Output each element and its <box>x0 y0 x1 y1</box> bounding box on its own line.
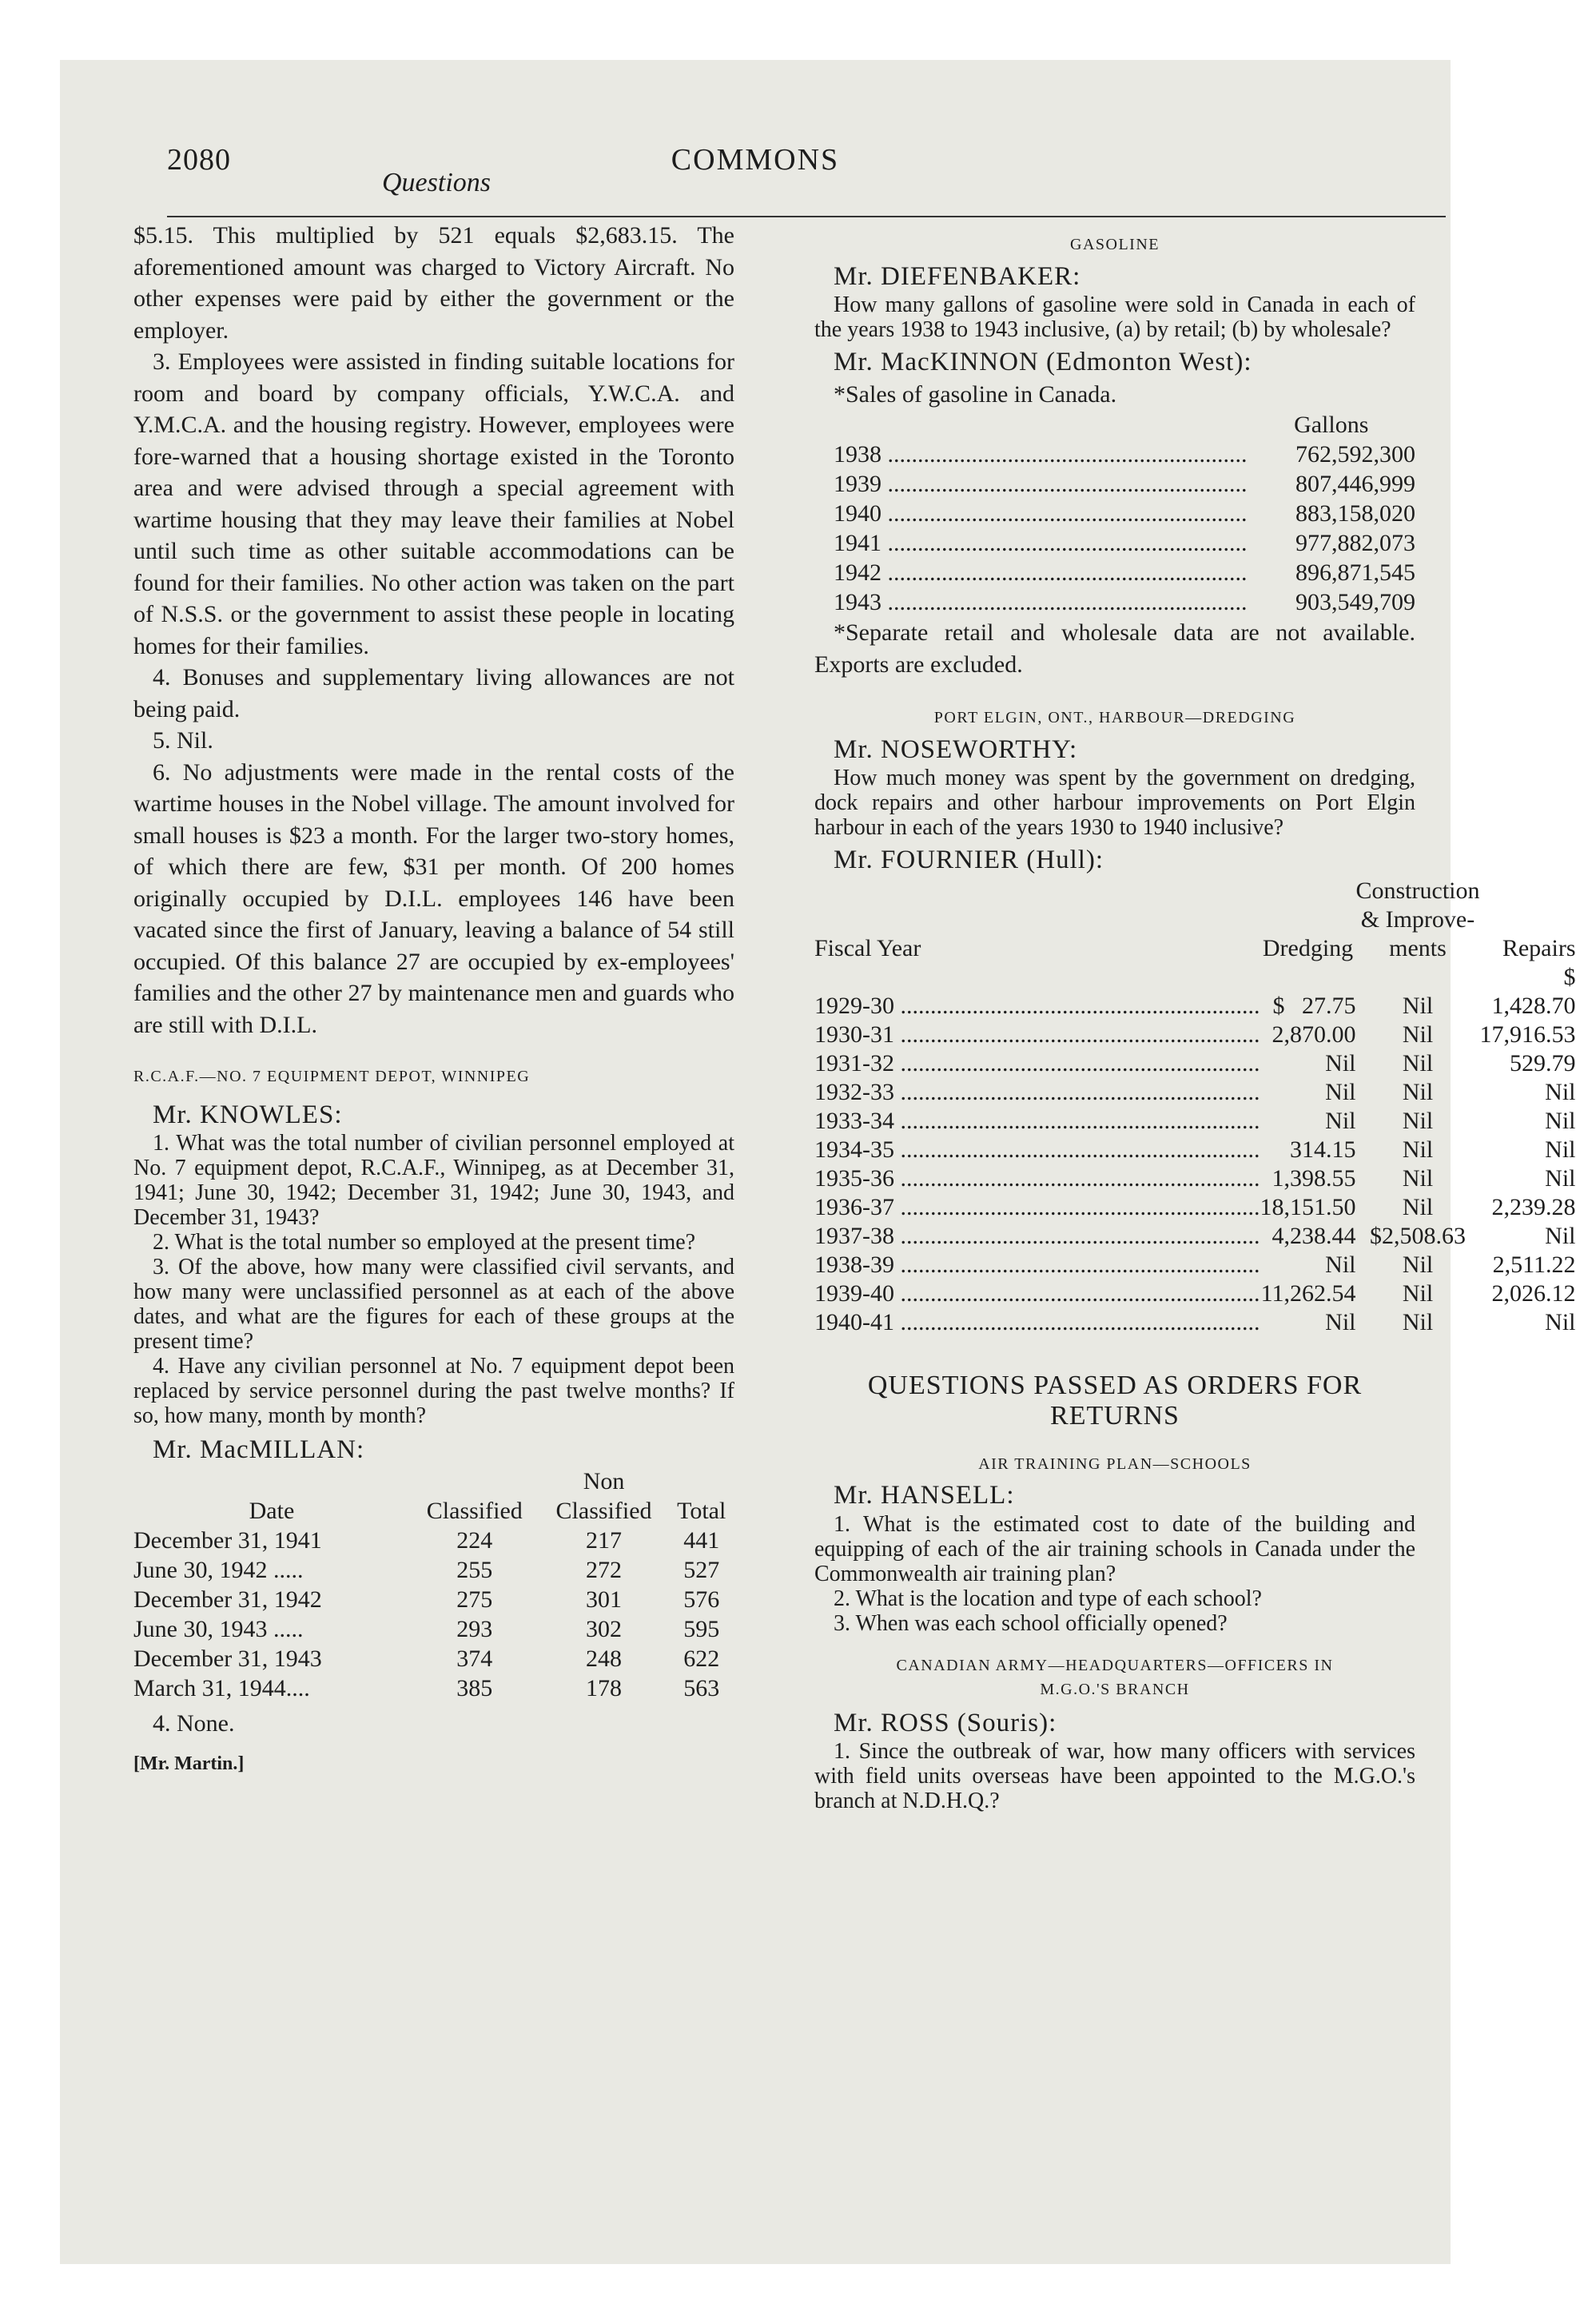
row-repairs: 1,428.70 <box>1491 992 1576 1019</box>
row-nonclassified: 248 <box>586 1645 623 1672</box>
row-dredging: Nil <box>1325 1308 1356 1335</box>
row-repairs: 17,916.53 <box>1479 1021 1576 1048</box>
row-classified: 255 <box>456 1556 493 1583</box>
row-repairs: 2,026.12 <box>1491 1279 1576 1307</box>
gallons-table <box>814 410 1415 617</box>
row-improvements: Nil <box>1402 1021 1434 1048</box>
left-column <box>133 220 734 1781</box>
row-nonclassified: 301 <box>586 1586 623 1613</box>
paragraph: 3. Employees were assisted in finding suitable locations for room and board by company officials, Y.W.C.A. and Y.M.C.A. and the housing registry. However, employees were fore-warned that a housing shortage existed in the Toronto area and were advised through a special agreement with wartime housing that they may leave their families at Nobel until such time as other suitable accommodations can be found for their families. No other action was taken on the part of N.S.S. or the government to assist these people in locating homes for their families. <box>133 348 734 659</box>
row-fiscal-year: 1935-36 ..... <box>814 1164 1260 1193</box>
dollar-sign: $ <box>1563 963 1576 990</box>
row-gallons: 977,882,073 <box>1295 530 1415 556</box>
row-gallons: 883,158,020 <box>1295 500 1415 527</box>
table-row <box>814 1078 1576 1107</box>
row-dredging: 27.75 <box>1302 992 1356 1019</box>
row-dredging: 11,262.54 <box>1260 1279 1356 1307</box>
row-date: December 31, 1941 <box>133 1526 322 1554</box>
row-total: 527 <box>683 1556 720 1583</box>
row-classified: 385 <box>456 1674 493 1701</box>
row-fiscal-year: 1931-32 ..... <box>814 1049 1260 1078</box>
row-gallons: 896,871,545 <box>1295 559 1415 586</box>
table-row <box>133 1644 734 1673</box>
row-dredging: 4,238.44 <box>1272 1222 1356 1249</box>
row-fiscal-year: 1936-37 ..... <box>814 1193 1260 1222</box>
speaker-macmillan: Mr. MacMILLAN: <box>153 1435 365 1464</box>
table-row <box>814 1049 1576 1078</box>
row-repairs: Nil <box>1545 1164 1576 1192</box>
question-text: 1. Since the outbreak of war, how many officers with services with field units overseas have been appointed to the M.G.O.'s branch at N.D.H.Q.? <box>814 1739 1415 1813</box>
heading-orders-for-returns: QUESTIONS PASSED AS ORDERS FOR RETURNS <box>867 1370 1363 1431</box>
row-repairs: Nil <box>1545 1222 1576 1249</box>
question-text: 3. When was each school officially opened? <box>834 1610 1228 1636</box>
row-year: 1943 ..... <box>834 587 1248 617</box>
section-heading-air-training: AIR TRAINING PLAN—SCHOOLS <box>978 1454 1252 1473</box>
section-heading-army: CANADIAN ARMY—HEADQUARTERS—OFFICERS IN <box>896 1656 1334 1674</box>
table-row <box>814 1193 1576 1222</box>
section-heading-gasoline: GASOLINE <box>1070 236 1160 253</box>
col-head-gallons: Gallons <box>1294 412 1369 438</box>
row-improvements: Nil <box>1402 1049 1434 1076</box>
paragraph: 4. None. <box>153 1709 235 1737</box>
personnel-table <box>133 1466 734 1703</box>
row-repairs: Nil <box>1545 1136 1576 1163</box>
row-date: June 30, 1943 ..... <box>133 1615 304 1642</box>
section-heading-port-elgin: PORT ELGIN, ONT., HARBOUR—DREDGING <box>933 709 1296 726</box>
table-row <box>133 1614 734 1644</box>
row-total: 563 <box>683 1674 720 1701</box>
row-nonclassified: 178 <box>586 1674 623 1701</box>
row-improvements: Nil <box>1402 992 1434 1019</box>
table-row <box>814 440 1415 469</box>
row-dredging: Nil <box>1325 1107 1356 1134</box>
row-dredging: 314.15 <box>1290 1136 1356 1163</box>
row-improvements: Nil <box>1402 1107 1434 1134</box>
row-date: December 31, 1942 <box>133 1586 322 1613</box>
row-repairs: Nil <box>1545 1078 1576 1105</box>
table-row <box>814 469 1415 499</box>
row-date: June 30, 1942 ..... <box>133 1556 304 1583</box>
row-nonclassified: 272 <box>586 1556 623 1583</box>
section-heading-army-2: M.G.O.'S BRANCH <box>1040 1680 1190 1698</box>
table-row <box>133 1585 734 1614</box>
paragraph: 4. Bonuses and supplementary living allowances are not being paid. <box>133 664 734 722</box>
table-row <box>814 1222 1576 1251</box>
row-year: 1942 ..... <box>834 558 1248 587</box>
paragraph: $5.15. This multiplied by 521 equals $2,683.15. The aforementioned amount was charged to Victory Aircraft. No other expenses were paid by either the government or the employer. <box>133 222 734 344</box>
question-text: How many gallons of gasoline were sold in Canada in each of the years 1938 to 1943 inclusive, (a) by retail; (b) by wholesale? <box>814 292 1415 342</box>
question-text: How much money was spent by the government on dredging, dock repairs and other harbour improvements on Port Elgin harbour in each of the years 1930 to 1940 inclusive? <box>814 766 1415 840</box>
speaker-diefenbaker: Mr. DIEFENBAKER: <box>834 261 1081 291</box>
row-improvements: Nil <box>1402 1136 1434 1163</box>
row-repairs: 2,239.28 <box>1491 1193 1576 1220</box>
col-head-improve: & Improve- <box>1360 905 1475 933</box>
page-subtitle: Questions <box>382 168 491 197</box>
row-dredging: Nil <box>1325 1078 1356 1105</box>
speaker-mackinnon: Mr. MacKINNON (Edmonton West): <box>834 348 1252 376</box>
row-dredging: 18,151.50 <box>1260 1193 1356 1220</box>
row-gallons: 762,592,300 <box>1295 441 1415 468</box>
paragraph: 5. Nil. <box>153 727 213 754</box>
table-row <box>814 558 1415 587</box>
row-total: 595 <box>683 1615 720 1642</box>
row-repairs: 529.79 <box>1510 1049 1576 1076</box>
row-total: 576 <box>683 1586 720 1613</box>
question-text: 1. What is the estimated cost to date of the building and equipping of each of the air training schools in Canada under the Commonwealth air training plan? <box>814 1511 1415 1586</box>
speaker-hansell: Mr. HANSELL: <box>834 1481 1015 1510</box>
table-row <box>814 1136 1576 1164</box>
row-gallons: 903,549,709 <box>1295 589 1415 615</box>
speaker-knowles: Mr. KNOWLES: <box>153 1100 343 1129</box>
row-fiscal-year: 1940-41 ..... <box>814 1308 1260 1337</box>
question-text: 4. Have any civilian personnel at No. 7 equipment depot been replaced by service personnel during the past twelve months? If so, how many, month by month? <box>133 1354 734 1428</box>
row-gallons: 807,446,999 <box>1295 471 1415 497</box>
table-row <box>814 1107 1576 1136</box>
row-repairs: Nil <box>1545 1107 1576 1134</box>
row-dredging: Nil <box>1325 1251 1356 1278</box>
row-total: 441 <box>683 1526 720 1554</box>
speaker-ross: Mr. ROSS (Souris): <box>834 1708 1057 1737</box>
row-fiscal-year: 1929-30 ..... <box>814 992 1260 1021</box>
row-date: December 31, 1943 <box>133 1645 322 1672</box>
row-improvements: Nil <box>1402 1193 1434 1220</box>
row-improvements: $2,508.63 <box>1370 1222 1466 1249</box>
page-number: 2080 <box>167 143 231 177</box>
row-fiscal-year: 1939-40 ..... <box>814 1279 1260 1308</box>
col-head-date: Date <box>249 1497 295 1524</box>
row-classified: 275 <box>456 1586 493 1613</box>
question-text: 2. What is the location and type of each school? <box>834 1586 1262 1611</box>
paragraph: *Separate retail and wholesale data are not available. Exports are excluded. <box>814 619 1415 678</box>
row-nonclassified: 302 <box>586 1615 623 1642</box>
row-fiscal-year: 1930-31 ..... <box>814 1021 1260 1049</box>
col-head-ments: ments <box>1389 934 1447 961</box>
row-improvements: Nil <box>1402 1078 1434 1105</box>
table-row <box>814 1021 1576 1049</box>
row-classified: 374 <box>456 1645 493 1672</box>
row-fiscal-year: 1933-34 ..... <box>814 1107 1260 1136</box>
table-row <box>814 587 1415 617</box>
header-rule <box>167 216 1446 217</box>
table-row <box>814 1308 1576 1337</box>
row-fiscal-year: 1937-38 ..... <box>814 1222 1260 1251</box>
dollar-sign: $ <box>1272 992 1285 1019</box>
table-row <box>133 1526 734 1555</box>
row-classified: 293 <box>456 1615 493 1642</box>
col-head-total: Total <box>677 1497 726 1524</box>
row-repairs: Nil <box>1545 1308 1576 1335</box>
table-row <box>814 528 1415 558</box>
row-repairs: 2,511.22 <box>1492 1251 1576 1278</box>
table-row <box>133 1555 734 1585</box>
paragraph: *Sales of gasoline in Canada. <box>834 380 1117 408</box>
row-dredging: Nil <box>1325 1049 1356 1076</box>
table-row <box>133 1673 734 1703</box>
col-head-nonclassified: Classified <box>555 1497 652 1524</box>
question-text: 1. What was the total number of civilian personnel employed at No. 7 equipment depot, R.C.A.F., Winnipeg, as at December 31, 1941; June 30, 1942; December 31, 1942; June 30, 1943, and December 31, 1943? <box>133 1131 734 1230</box>
speaker-footnote: [Mr. Martin.] <box>133 1753 245 1774</box>
row-dredging: 2,870.00 <box>1272 1021 1356 1048</box>
speaker-noseworthy: Mr. NOSEWORTHY: <box>834 734 1078 764</box>
question-text: 3. Of the above, how many were classified civil servants, and how many were unclassified personnel as at each of the above dates, and what are the figures for each of these groups at the present time? <box>133 1255 734 1354</box>
table-row <box>814 963 1576 1021</box>
page-sheet <box>60 60 1576 2264</box>
row-year: 1939 ..... <box>834 469 1248 499</box>
row-improvements: Nil <box>1402 1164 1434 1192</box>
table-row <box>814 1251 1576 1279</box>
page-title: COMMONS <box>671 143 840 177</box>
speaker-fournier: Mr. FOURNIER (Hull): <box>834 846 1104 874</box>
row-classified: 224 <box>456 1526 493 1554</box>
row-improvements: Nil <box>1402 1308 1434 1335</box>
row-total: 622 <box>683 1645 720 1672</box>
question-text: 2. What is the total number so employed at the present time? <box>153 1230 696 1255</box>
paragraph: 6. No adjustments were made in the rental costs of the wartime houses in the Nobel village. The amount involved for small houses is $23 a month. For the larger two-story homes, of which there are few, $31 per month. Of 200 homes originally occupied by D.I.L. employees 146 have been vacated since the first of January, leaving a balance of 54 still occupied. Of this balance 27 are occupied by ex-employees' families and the other 27 by maintenance men and guards who are still with D.I.L. <box>133 758 734 1038</box>
row-fiscal-year: 1934-35 ..... <box>814 1136 1260 1164</box>
col-head-non: Non <box>583 1467 625 1494</box>
row-fiscal-year: 1938-39 ..... <box>814 1251 1260 1279</box>
row-dredging: 1,398.55 <box>1272 1164 1356 1192</box>
col-head-fiscal-year: Fiscal Year <box>814 934 921 961</box>
row-year: 1941 ..... <box>834 528 1248 558</box>
table-row <box>814 1164 1576 1193</box>
row-date: March 31, 1944.... <box>133 1674 310 1701</box>
row-year: 1938 ..... <box>834 440 1248 469</box>
row-fiscal-year: 1932-33 ..... <box>814 1078 1260 1107</box>
col-head-construction: Construction <box>1355 877 1480 904</box>
row-improvements: Nil <box>1402 1279 1434 1307</box>
col-head-repairs: Repairs <box>1502 934 1576 961</box>
row-nonclassified: 217 <box>586 1526 623 1554</box>
col-head-classified: Classified <box>426 1497 523 1524</box>
right-column <box>814 220 1576 1813</box>
table-row <box>814 1279 1576 1308</box>
dredging-table <box>814 877 1576 1337</box>
section-heading-rcaf: R.C.A.F.—NO. 7 EQUIPMENT DEPOT, WINNIPEG <box>133 1068 531 1085</box>
row-year: 1940 ..... <box>834 499 1248 528</box>
table-row <box>814 499 1415 528</box>
col-head-dredging: Dredging <box>1262 934 1354 961</box>
row-improvements: Nil <box>1402 1251 1434 1278</box>
